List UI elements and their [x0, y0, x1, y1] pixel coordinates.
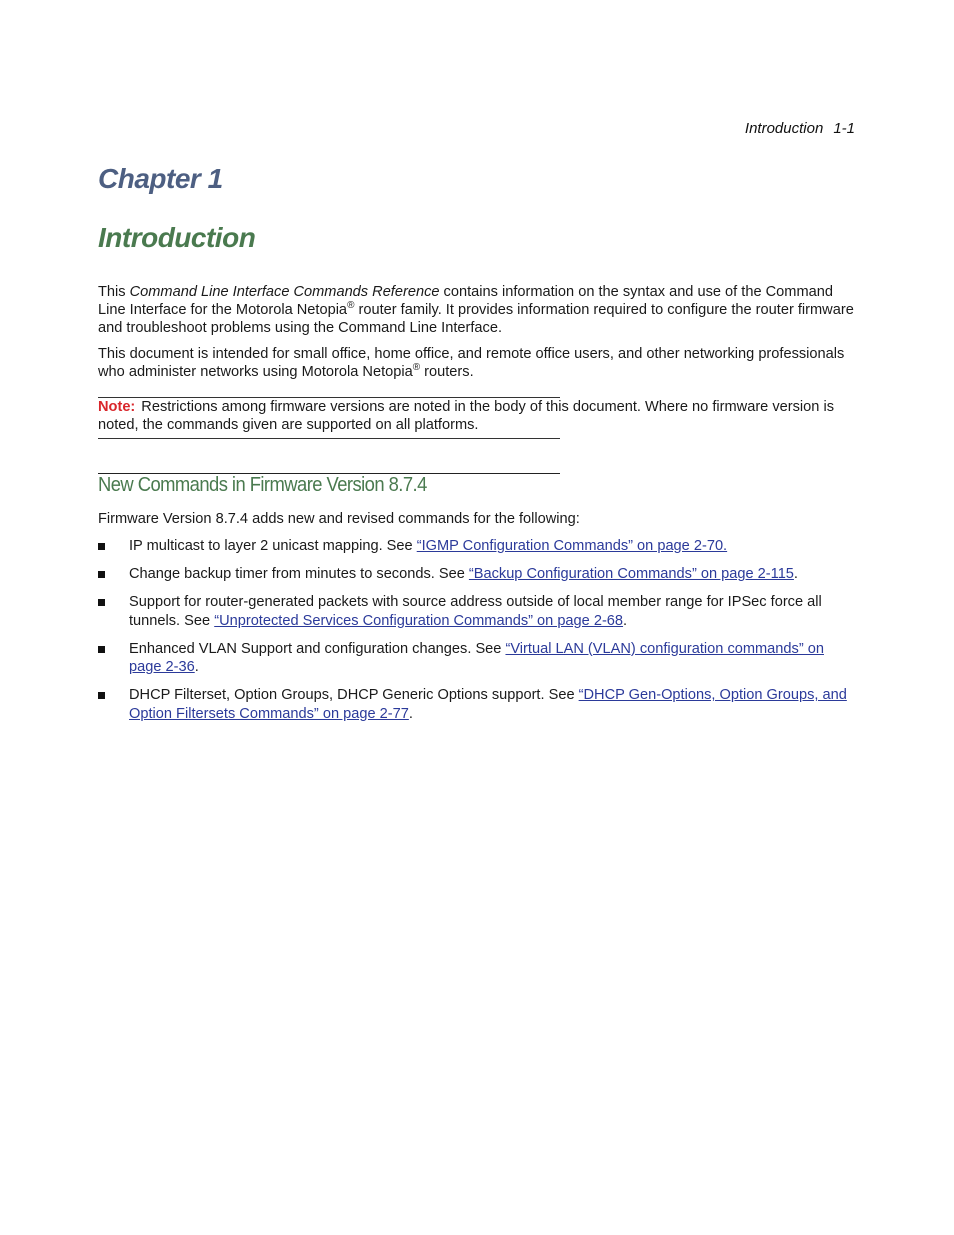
list-item-text: Enhanced VLAN Support and configuration changes. See — [129, 640, 506, 657]
square-bullet-icon — [98, 599, 105, 606]
p1-text-a: This — [98, 284, 130, 300]
section-heading: New Commands in Firmware Version 8.7.4 — [98, 474, 427, 496]
list-item-text: IP multicast to layer 2 unicast mapping. See — [129, 538, 417, 554]
p1-doc-title: Command Line Interface Commands Reference — [129, 284, 440, 300]
note-text: Restrictions among firmware versions are noted in the body of this document. Where no firmware version is noted, the commands given are supported on all platforms. — [98, 399, 834, 433]
square-bullet-icon — [98, 571, 105, 578]
xref-link-dhcp[interactable]: “DHCP Gen-Options, Option Groups, and Option Filtersets Commands” on page 2-77 — [129, 687, 847, 722]
list-item — [98, 640, 858, 677]
note-label: Note: — [98, 399, 136, 415]
note-rule-bottom — [98, 438, 560, 439]
p1-text-b: contains information on the syntax and use of the Command Line Interface for the Motorola Netopia — [98, 284, 833, 318]
list-item-text: Support for router-generated packets with source address outside of local member range for IPSec force all tunnels. See — [129, 594, 822, 629]
list-item-after: . — [623, 612, 628, 629]
list-item-text: DHCP Filterset, Option Groups, DHCP Generic Options support. See — [129, 687, 579, 703]
list-item — [98, 686, 858, 723]
list-item — [98, 565, 858, 584]
list-item-after: . — [793, 566, 798, 582]
square-bullet-icon — [98, 692, 105, 699]
registered-mark: ® — [347, 300, 355, 311]
registered-mark: ® — [412, 362, 421, 373]
list-item-after: . — [194, 659, 199, 675]
xref-link-backup[interactable]: “Backup Configuration Commands” on page 2-115 — [468, 566, 794, 582]
note-block — [98, 398, 858, 434]
intro-paragraph-2 — [98, 345, 858, 381]
header-section: Introduction — [744, 120, 824, 137]
intro-paragraph-1 — [98, 283, 858, 337]
header-page-number: 1-1 — [833, 120, 855, 137]
chapter-title: Introduction — [98, 222, 256, 253]
p1-text-c: router family. It provides information required to configure the router firmware and troubleshoot problems using the Command Line Interface. — [98, 302, 854, 336]
list-item — [98, 593, 858, 630]
square-bullet-icon — [98, 543, 105, 550]
section-intro: Firmware Version 8.7.4 adds new and revised commands for the following: — [98, 511, 580, 527]
list-item-text: Change backup timer from minutes to seconds. See — [129, 566, 469, 582]
p2-text-b: routers. — [420, 364, 474, 380]
p2-text-a: This document is intended for small office, home office, and remote office users, and other networking professionals who administer networks using Motorola Netopia — [98, 346, 845, 380]
list-item — [98, 537, 858, 556]
chapter-label: Chapter 1 — [98, 163, 223, 194]
running-header — [745, 120, 855, 137]
square-bullet-icon — [98, 646, 105, 653]
list-item-after: . — [408, 705, 413, 722]
feature-list — [98, 537, 858, 733]
xref-link-vlan[interactable]: “Virtual LAN (VLAN) configuration commands” on page 2-36 — [129, 640, 824, 675]
xref-link-igmp[interactable]: “IGMP Configuration Commands” on page 2-70. — [416, 538, 728, 554]
xref-link-unprotected-services[interactable]: “Unprotected Services Configuration Commands” on page 2-68 — [214, 612, 624, 629]
